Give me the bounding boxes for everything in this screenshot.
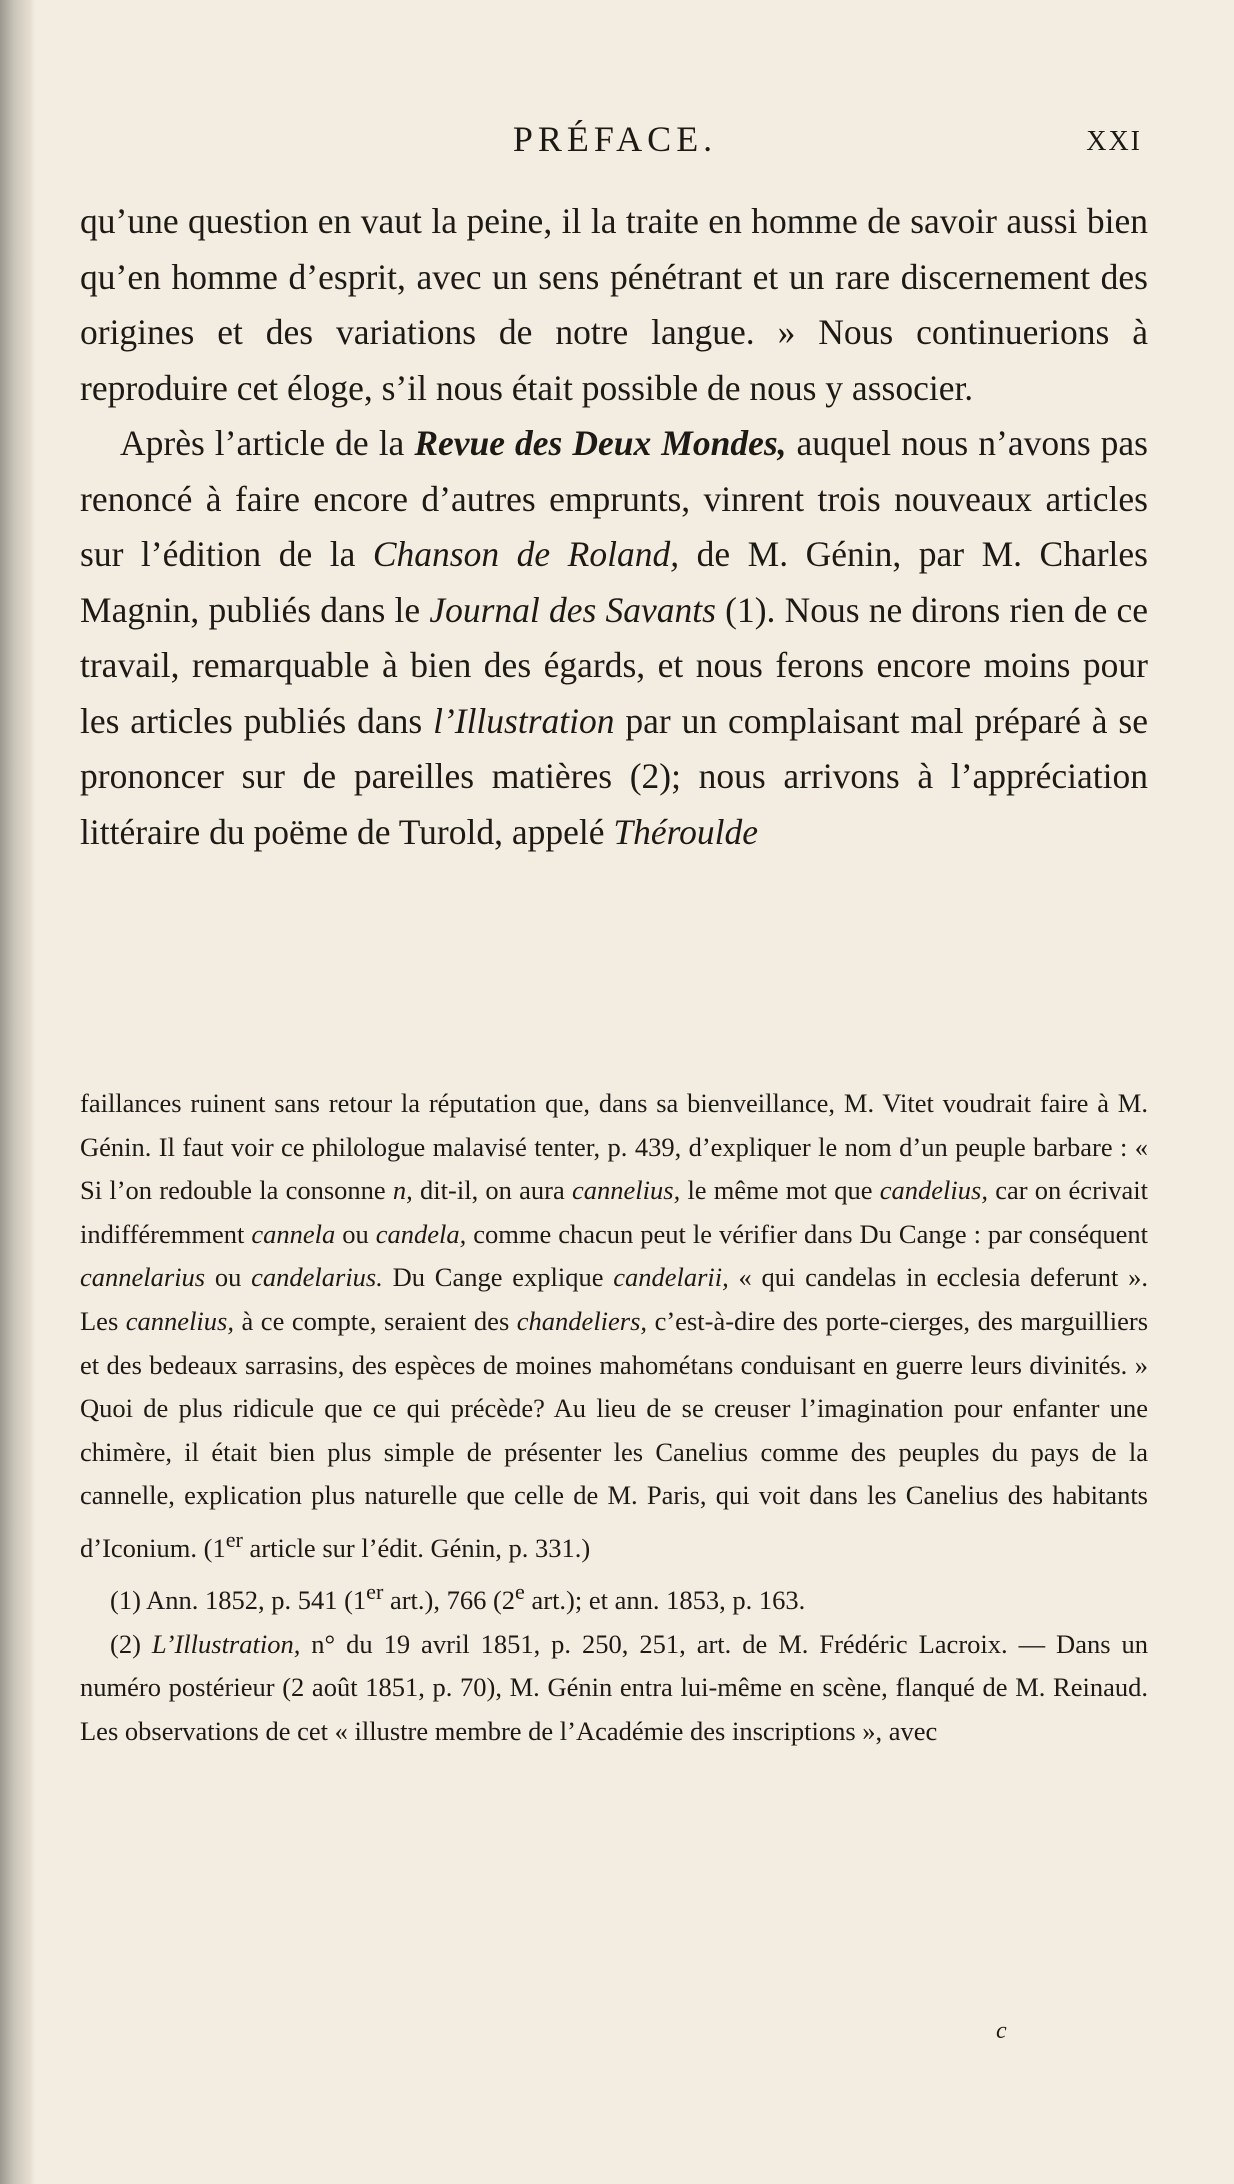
text-run: « qui candelas in ecclesia deferunt ». Les: [80, 1262, 1148, 1336]
title-revue-des-deux-mondes: Revue des Deux Mondes,: [414, 423, 787, 463]
text-run: à ce compte, seraient des: [233, 1305, 517, 1336]
text-run: par un complaisant mal préparé à se prononcer sur de pareilles matières (2); nous arrivons à l’appréciation littéraire du poëme de Turold, appelé: [80, 700, 1148, 852]
running-title: PRÉFACE.: [512, 119, 718, 159]
text-run: ou: [205, 1262, 252, 1293]
italic-term: n,: [392, 1175, 413, 1206]
signature-mark: c: [996, 2018, 1007, 2044]
italic-term: cannela: [251, 1218, 336, 1249]
italic-term: candelarius.: [251, 1262, 383, 1293]
footnote-1: [80, 1570, 1148, 1622]
text-run: comme chacun peut le vérifier dans Du Cange : par conséquent: [466, 1218, 1148, 1249]
paragraph-continuation: qu’une question en vaut la peine, il la traite en homme de savoir aussi bien qu’en homme d’esprit, avec un sens pénétrant et un rare discernement des origines et des variations de notre langue. » Nous continuerions à reproduire cet éloge, s’il nous était possible de nous y associer.: [80, 201, 1148, 408]
italic-term: cannelius,: [572, 1175, 681, 1206]
title-illustration: l’Illustration: [433, 700, 615, 741]
text-run: faillances ruinent sans retour la réputation que, dans sa bienveillance, M. Vitet voudrait faire à M. Génin. Il faut voir ce philologue malavisé tenter, p. 439, d’expliquer le nom d’un peuple barbare : « Si l’on redouble la consonne: [80, 1088, 1148, 1206]
superscript: er: [225, 1526, 243, 1552]
text-run: Après l’article de la: [120, 423, 415, 463]
text-run: (1). Nous ne dirons rien de ce travail, remarquable à bien des égards, et nous ferons encore moins pour les articles publiés dans: [80, 589, 1148, 741]
text-run: art.), 766 (2: [383, 1585, 516, 1616]
text-run: (2): [110, 1628, 152, 1659]
italic-term: candelarii,: [613, 1262, 729, 1293]
text-run: auquel nous n’avons pas renoncé à faire encore d’autres emprunts, vinrent trois nouveaux articles sur l’édition de la: [80, 423, 1148, 574]
text-run: ou: [335, 1218, 376, 1249]
text-run: de M. Génin, par M. Charles Magnin, publiés dans le: [80, 534, 1148, 630]
text-run: article sur l’édit. Génin, p. 331.): [242, 1532, 591, 1563]
text-run: (1) Ann. 1852, p. 541 (1: [110, 1585, 367, 1616]
italic-term: cannelarius: [80, 1262, 206, 1293]
text-run: n° du 19 avril 1851, p. 250, 251, art. de M. Frédéric Lacroix. — Dans un numéro postérieur (2 août 1851, p. 70), M. Génin entra lui-même en scène, flanqué de M. Reinaud. Les observations de cet « illustre membre de l’Académie des inscriptions », avec: [80, 1628, 1148, 1746]
title-chanson-de-roland: Chanson de Roland,: [372, 534, 680, 574]
footnote-2: [80, 1623, 1148, 1754]
page-binding-shadow: [0, 0, 36, 2184]
italic-term: chandeliers,: [516, 1305, 648, 1336]
text-run: Du Cange explique: [382, 1262, 614, 1293]
main-text: [80, 194, 1148, 860]
italic-term: candelius,: [879, 1175, 988, 1206]
footnotes: [80, 1082, 1148, 1754]
superscript: e: [515, 1579, 525, 1605]
name-theroulde: Théroulde: [613, 811, 758, 852]
text-run: c’est-à-dire des porte-cierges, des marguilliers et des bedeaux sarrasins, des espèces de moines mahométans conduisant en guerre leurs divinités. » Quoi de plus ridicule que ce qui précède? Au lieu de se creuser l’imagination pour enfanter une chimère, il était bien plus simple de présenter les Canelius comme des peuples du pays de la cannelle, explication plus naturelle que celle de M. Paris, qui voit dans les Canelius des habitants d’Iconium. (1: [80, 1305, 1149, 1563]
page-header: [80, 118, 1150, 168]
title-journal-des-savants: Journal des Savants: [429, 589, 716, 630]
text-run: dit-il, on aura: [412, 1175, 573, 1206]
paragraph-apres-article: [80, 416, 1148, 860]
footnote-continuation: [80, 1082, 1148, 1570]
text-run: le même mot que: [680, 1175, 880, 1206]
italic-term: cannelius,: [125, 1305, 234, 1336]
page-number: XXI: [1086, 126, 1142, 157]
text-run: art.); et ann. 1853, p. 163.: [524, 1585, 806, 1616]
italic-term: candela,: [375, 1218, 467, 1249]
superscript: er: [366, 1579, 384, 1605]
italic-term: L’Illustration,: [151, 1628, 301, 1659]
text-run: car on écrivait indifféremment: [80, 1175, 1148, 1249]
